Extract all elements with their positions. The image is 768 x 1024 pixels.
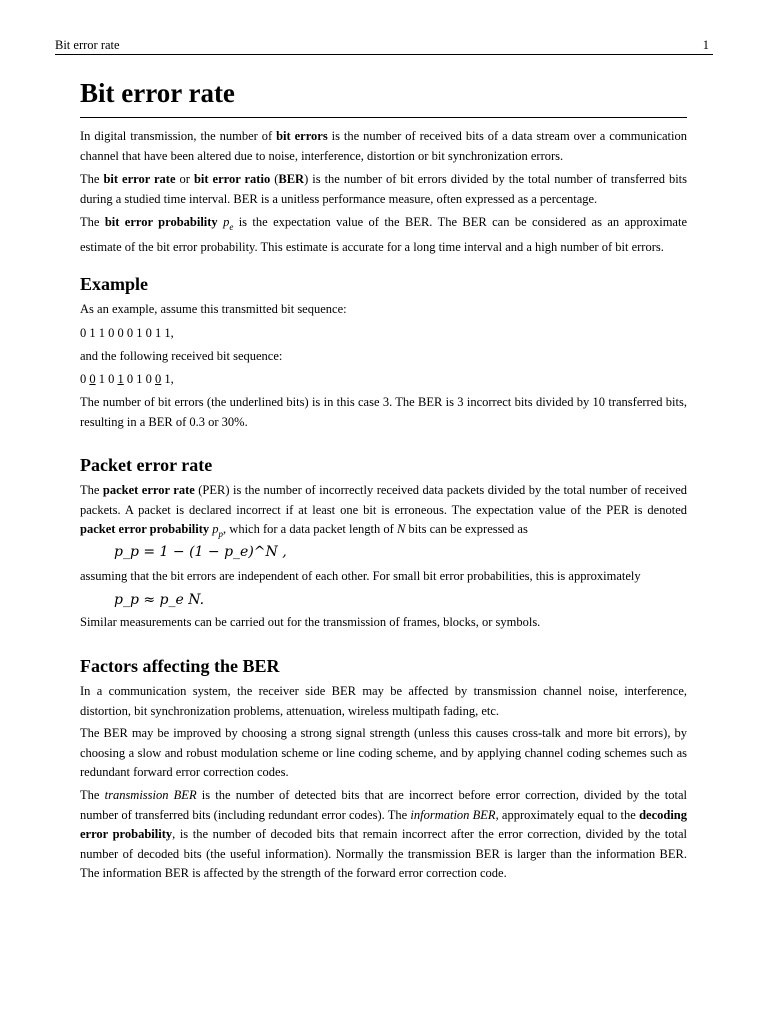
formula-packet-error-probability: p_p = 1 − (1 − p_e)^N , bbox=[114, 544, 287, 560]
heading-packet-error-rate: Packet error rate bbox=[80, 455, 213, 475]
running-header-title: Bit error rate bbox=[55, 38, 120, 52]
transmitted-sequence: 0 1 1 0 0 0 1 0 1 1, bbox=[80, 326, 174, 340]
factors-paragraph-2: The BER may be improved by choosing a strong signal strength (unless this causes cross-talk and more bit errors), by choosing a slow and robust modulation scheme or line coding scheme, and by applying channel coding schemes such as redundant forward error correction codes. bbox=[80, 726, 687, 779]
factors-paragraph-3: The transmission BER is the number of detected bits that are incorrect before error correction, divided by the total number of transferred bits (including redundant error codes). The information BER, approximately equal to the decoding error probability, is the number of decoded bits that remain incorrect after the error correction, divided by the total number of decoded bits (the useful information). Normally the transmission BER is larger than the information BER. The information BER is affected by the strength of the forward error correction code. bbox=[80, 788, 688, 880]
example-paragraph-1: As an example, assume this transmitted bit sequence: bbox=[80, 302, 347, 316]
intro-paragraph-1: In digital transmission, the number of bit errors is the number of received bits of a data stream over a communication channel that have been altered due to noise, interference, distortion or bit synchronization errors. bbox=[80, 129, 687, 163]
packet-paragraph-2: assuming that the bit errors are independent of each other. For small bit error probabilities, this is approximately bbox=[80, 569, 641, 583]
factors-paragraph-1: In a communication system, the receiver side BER may be affected by transmission channel noise, interference, distortion, bit synchronization problems, attenuation, wireless multipath fading, etc. bbox=[80, 684, 687, 718]
formula-approximation: p_p ≈ p_e N. bbox=[114, 592, 205, 608]
packet-paragraph-1: The packet error rate (PER) is the number of incorrectly received data packets divided by the total number of received packets. A packet is declared incorrect if at least one bit is erroneous. The expectation value of the PER is denoted packet error probability $p_p$, which for a data packet length of N bits can be expressed as bbox=[80, 483, 688, 539]
received-sequence: 0 0 1 0 1 0 1 0 0 1, bbox=[80, 372, 174, 386]
heading-example: Example bbox=[80, 274, 149, 294]
example-paragraph-2: and the following received bit sequence: bbox=[80, 349, 283, 363]
example-paragraph-3: The number of bit errors (the underlined bits) is in this case 3. The BER is 3 incorrect bits divided by 10 transferred bits, resulting in a BER of 0.3 or 30%. bbox=[80, 395, 687, 429]
packet-paragraph-3: Similar measurements can be carried out for the transmission of frames, blocks, or symbols. bbox=[80, 615, 541, 629]
page-title: Bit error rate bbox=[80, 76, 687, 118]
page-number: 1 bbox=[702, 38, 709, 52]
running-header bbox=[55, 37, 713, 55]
intro-paragraph-2: The bit error rate or bit error ratio (BER) is the number of bit errors divided by the total number of transferred bits during a studied time interval. BER is a unitless performance measure, often expressed as a percentage. bbox=[80, 172, 688, 206]
heading-factors: Factors affecting the BER bbox=[80, 656, 280, 676]
intro-paragraph-3: The bit error probability $p_e$ is the expectation value of the BER. The BER can be considered as an approximate estimate of the bit error probability. This estimate is accurate for a long time interval and a high number of bit errors. bbox=[80, 215, 688, 254]
